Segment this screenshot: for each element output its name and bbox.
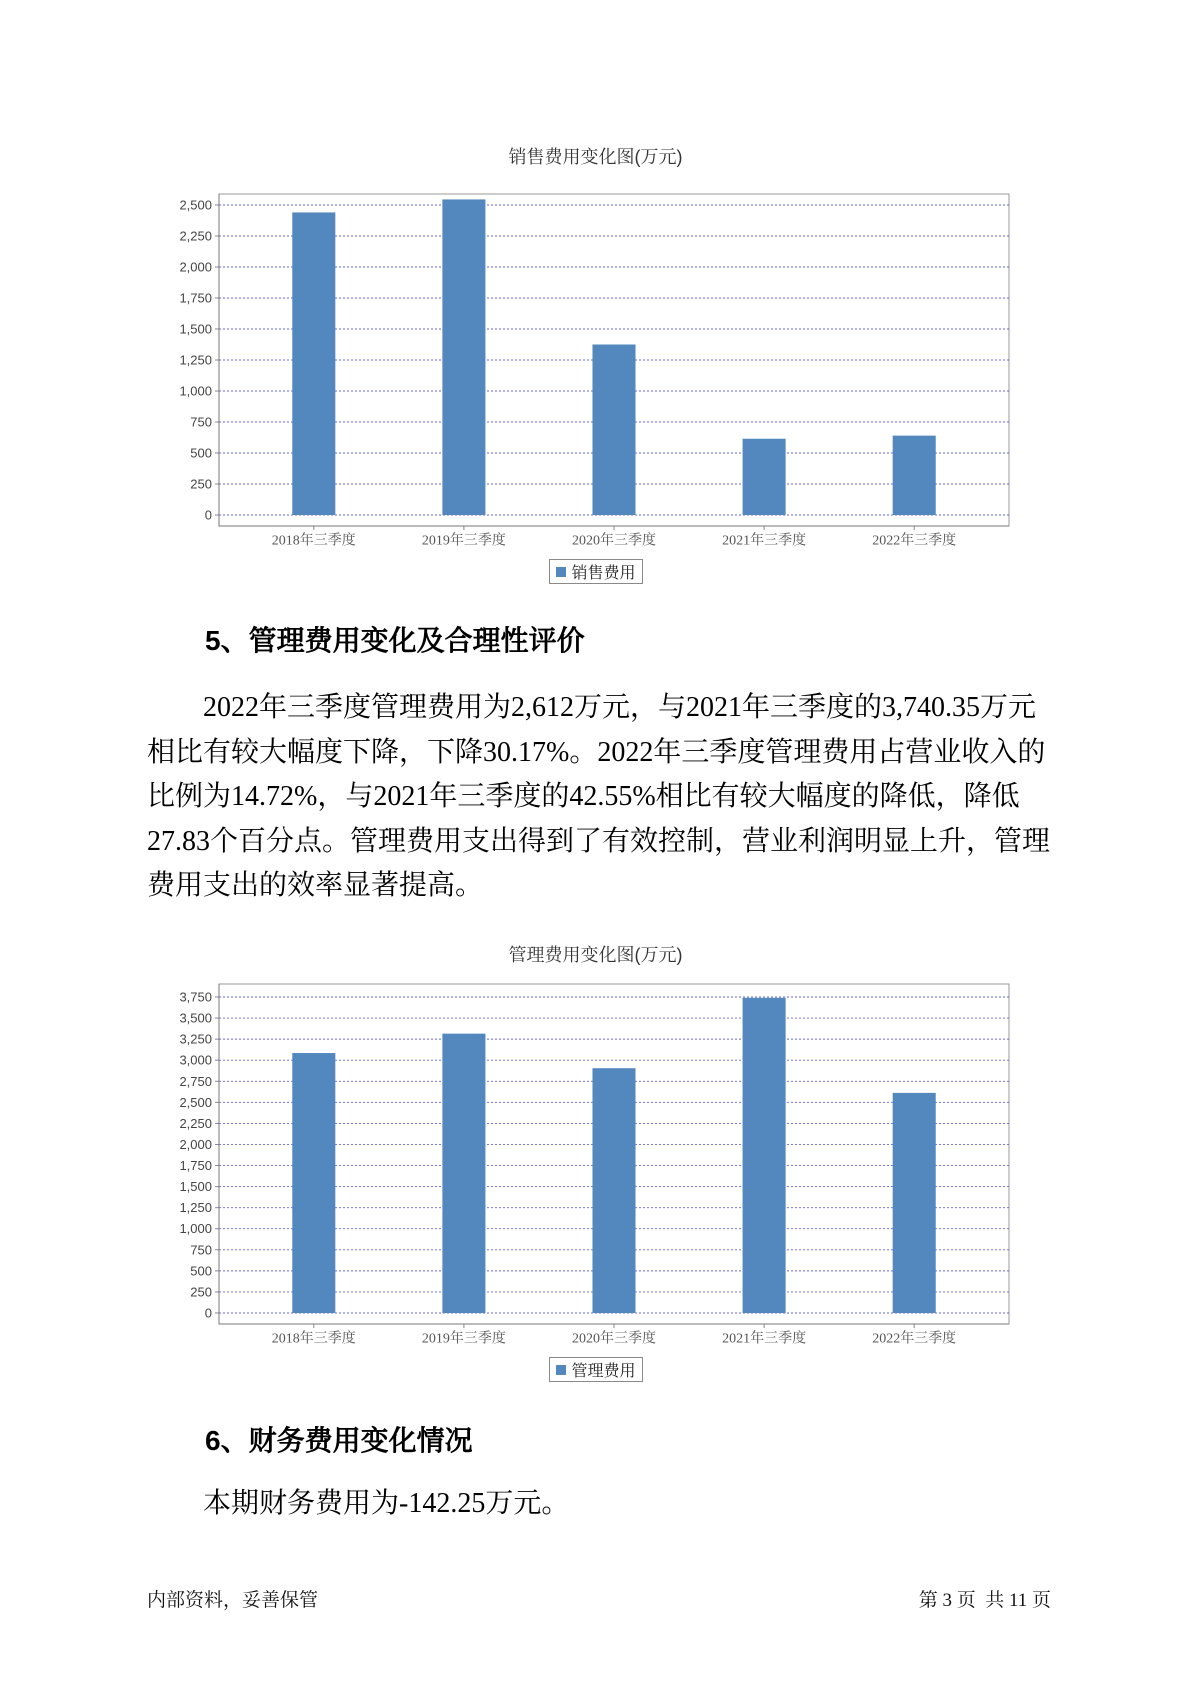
sales-expense-bar (743, 439, 786, 515)
y-tick-label: 750 (190, 1242, 212, 1258)
y-tick-label: 3,000 (179, 1052, 212, 1068)
y-tick-label: 3,750 (179, 989, 212, 1005)
y-tick-label: 500 (190, 1263, 212, 1279)
y-tick-label: 0 (204, 1305, 212, 1321)
y-tick-label: 2,250 (179, 228, 212, 244)
legend-label: 管理费用 (571, 1363, 636, 1380)
sales-expense-bar (893, 436, 936, 515)
x-tick-label: 2021年三季度 (722, 1331, 807, 1347)
legend-label: 销售费用 (571, 565, 636, 582)
y-tick-label: 250 (190, 1284, 212, 1300)
y-tick-label: 2,750 (179, 1073, 212, 1089)
y-tick-label: 250 (190, 476, 212, 492)
y-tick-label: 3,250 (179, 1031, 212, 1047)
admin-expense-chart (0, 940, 1191, 1395)
x-tick-label: 2020年三季度 (572, 533, 656, 549)
sales-expense-bar-chart (0, 140, 1191, 595)
sales-expense-bar (592, 345, 635, 516)
x-tick-label: 2020年三季度 (572, 1331, 656, 1347)
admin-expense-bar (442, 1034, 485, 1313)
section-heading: 5、管理费用变化及合理性评价 (205, 625, 585, 656)
page-number: 第 3 页 共 11 页 (918, 1590, 1051, 1611)
section-paragraph (147, 686, 1050, 909)
chart-legend (549, 1357, 643, 1382)
admin-expense-bar (592, 1068, 635, 1313)
x-tick-label: 2019年三季度 (421, 533, 506, 549)
y-tick-label: 1,500 (179, 1179, 212, 1195)
y-tick-label: 1,500 (179, 321, 212, 337)
sales-expense-bar (292, 212, 335, 515)
y-tick-label: 2,250 (179, 1115, 212, 1131)
chart-title: 销售费用变化图(万元) (508, 147, 683, 167)
admin-expense-bar (893, 1093, 936, 1313)
x-tick-label: 2021年三季度 (722, 533, 807, 549)
y-tick-label: 1,250 (179, 352, 212, 368)
x-tick-label: 2018年三季度 (271, 1331, 356, 1347)
sales-expense-chart (0, 140, 1191, 595)
y-tick-label: 0 (204, 507, 212, 523)
admin-expense-bar-chart (0, 940, 1191, 1395)
y-tick-label: 1,000 (179, 383, 212, 399)
paragraph-line: 相比有较大幅度下降，下降30.17%。2022年三季度管理费用占营业收入的 (147, 736, 1046, 768)
y-tick-label: 500 (190, 445, 212, 461)
y-tick-label: 2,000 (179, 1136, 212, 1152)
y-tick-label: 1,250 (179, 1200, 212, 1216)
paragraph-line: 2022年三季度管理费用为2,612万元，与2021年三季度的3,740.35万元 (203, 692, 1037, 723)
y-tick-label: 3,500 (179, 1010, 212, 1026)
y-tick-label: 750 (190, 414, 212, 430)
x-tick-label: 2022年三季度 (872, 533, 957, 549)
section-paragraph: 本期财务费用为-142.25万元。 (203, 1488, 570, 1519)
paragraph-line: 比例为14.72%，与2021年三季度的42.55%相比有较大幅度的降低，降低 (147, 781, 1020, 812)
paragraph-line: 费用支出的效率显著提高。 (147, 870, 484, 901)
chart-title: 管理费用变化图(万元) (508, 945, 683, 965)
chart-legend (549, 559, 643, 584)
footer-confidential-note: 内部资料，妥善保管 (147, 1590, 319, 1611)
y-tick-label: 1,750 (179, 1158, 212, 1174)
section-heading: 6、财务费用变化情况 (205, 1425, 473, 1456)
x-tick-label: 2018年三季度 (271, 533, 356, 549)
sales-expense-bar (442, 199, 485, 515)
y-tick-label: 2,500 (179, 1094, 212, 1110)
admin-expense-bar (743, 998, 786, 1313)
y-tick-label: 2,000 (179, 259, 212, 275)
x-tick-label: 2019年三季度 (421, 1331, 506, 1347)
y-tick-label: 2,500 (179, 197, 212, 213)
paragraph-line: 27.83个百分点。管理费用支出得到了有效控制，营业利润明显上升，管理 (147, 825, 1051, 857)
y-tick-label: 1,750 (179, 290, 212, 306)
x-tick-label: 2022年三季度 (872, 1331, 957, 1347)
admin-expense-bar (292, 1053, 335, 1313)
legend-swatch (556, 567, 566, 577)
y-tick-label: 1,000 (179, 1221, 212, 1237)
legend-swatch (556, 1365, 566, 1375)
